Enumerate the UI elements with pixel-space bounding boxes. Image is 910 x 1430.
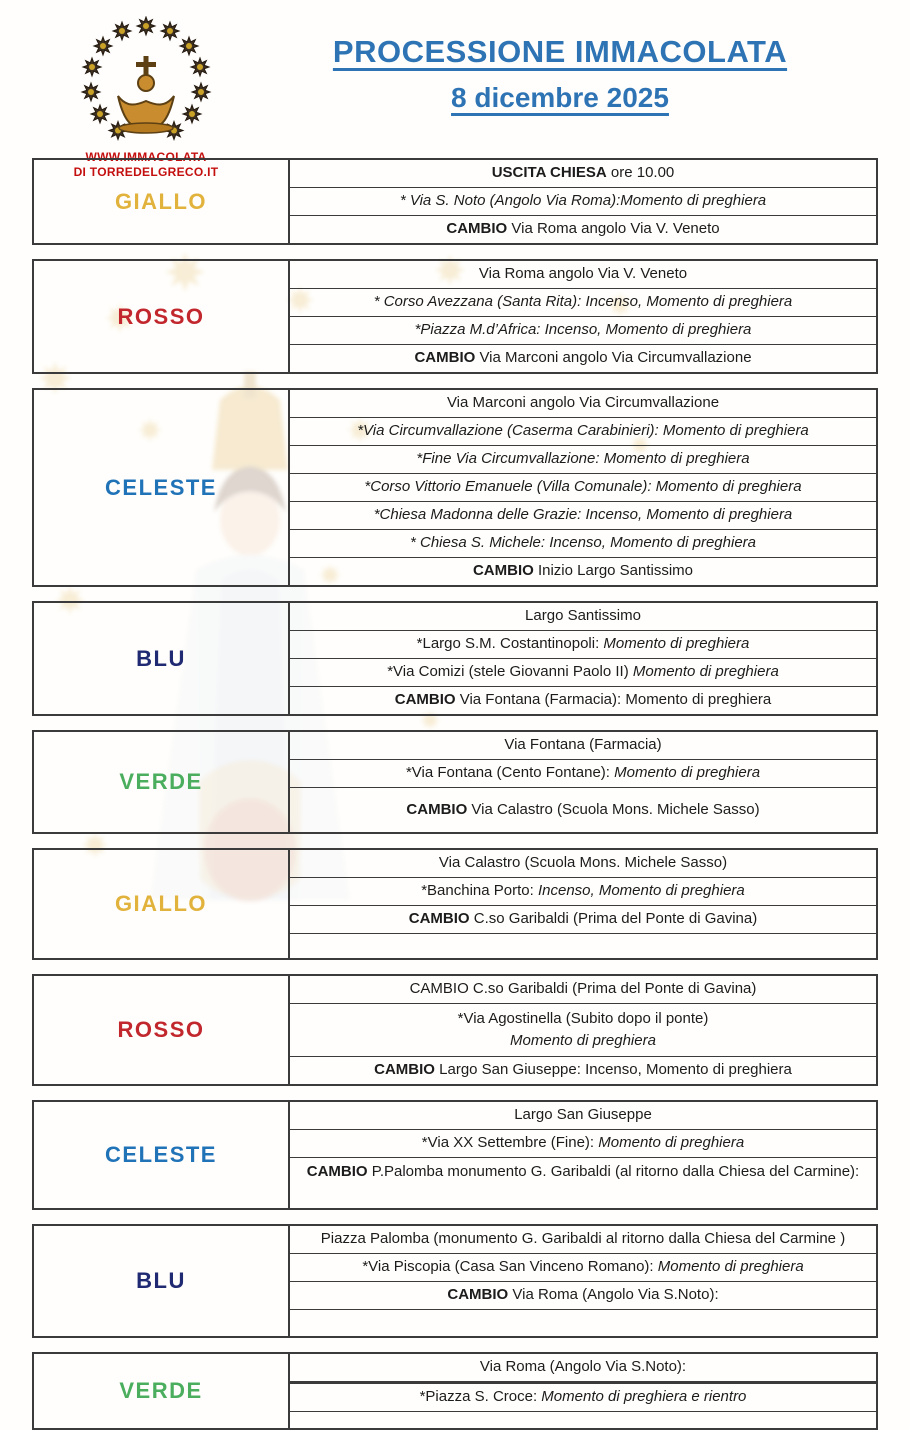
logo-caption-line1: WWW.IMMACOLATA (85, 150, 207, 164)
row-text-segment: Via Roma (Angolo Via S.Noto): (479, 1358, 687, 1376)
row-text (298, 1284, 868, 1307)
route-label: GIALLO (114, 188, 208, 214)
route-row (290, 1281, 876, 1309)
route-label: VERDE (119, 769, 203, 794)
route-color-cell (34, 160, 290, 243)
route-rows (290, 603, 876, 714)
row-text (298, 392, 868, 415)
route-block-3-celeste (32, 388, 878, 587)
row-text-segment: CAMBIO (447, 1286, 509, 1304)
row-text-segment: CAMBIO (306, 1163, 368, 1180)
route-block-4-blu (32, 601, 878, 716)
row-text (298, 605, 868, 628)
row-text (298, 190, 868, 213)
row-text-segment: *Corso Vittorio Emanuele (Villa Comunale): Momento di preghiera (364, 478, 802, 496)
row-text-segment: USCITA CHIESA (491, 164, 607, 182)
row-text (298, 1161, 868, 1184)
route-block-2-rosso (32, 259, 878, 374)
row-text-segment: Via Marconi angolo Via Circumvallazione (446, 394, 720, 412)
row-text (298, 799, 868, 822)
title-box (250, 0, 870, 114)
row-text-segment: Momento di preghiera (510, 1032, 656, 1049)
row-text-segment: Momento di preghiera e rientro (541, 1388, 747, 1406)
route-row (290, 261, 876, 288)
route-rows (290, 1226, 876, 1336)
row-text-segment: Momento di preghiera (632, 663, 779, 681)
route-row (290, 557, 876, 585)
row-text-segment: *Piazza S. Croce: (419, 1388, 542, 1406)
row-text-segment: *Via Agostinella (Subito dopo il ponte) (457, 1009, 709, 1027)
row-text (298, 762, 868, 785)
route-row (290, 473, 876, 501)
route-row (290, 344, 876, 372)
row-text (298, 1132, 868, 1155)
row-text-segment: CAMBIO (472, 562, 534, 580)
row-text (298, 1008, 868, 1053)
route-row (290, 1381, 876, 1411)
route-label: GIALLO (114, 891, 208, 916)
crown-stars-logo-icon (66, 16, 226, 150)
row-text-segment: Incenso, Momento di preghiera (537, 882, 745, 900)
row-text (298, 1356, 868, 1379)
row-text-segment: CAMBIO (446, 220, 508, 238)
row-text-segment: *Largo S.M. Costantinopoli: (416, 635, 604, 653)
row-text-segment: Momento di preghiera (614, 764, 761, 782)
row-text (298, 689, 868, 712)
row-text (298, 532, 868, 555)
row-text-segment: Piazza Palomba (monumento G. Garibaldi al ritorno dalla Chiesa del Carmine ) (320, 1230, 846, 1248)
route-rows (290, 390, 876, 585)
route-row (290, 630, 876, 658)
route-rows (290, 732, 876, 832)
route-rows (290, 261, 876, 372)
route-block-1-giallo (32, 158, 878, 245)
route-row (290, 905, 876, 933)
route-row (290, 686, 876, 714)
route-block-10-verde (32, 1352, 878, 1430)
row-text-segment: CAMBIO (406, 800, 468, 818)
row-text-segment: Largo San Giuseppe (514, 1106, 652, 1124)
row-text-segment: *Via Piscopia (Casa San Vinceno Romano): (362, 1258, 658, 1276)
page-subtitle: 8 dicembre 2025 (451, 82, 669, 113)
row-text-segment: *Via XX Settembre (Fine): (421, 1134, 599, 1152)
route-label: ROSSO (117, 1017, 205, 1042)
route-row (290, 288, 876, 316)
route-row (290, 445, 876, 473)
route-row (290, 1003, 876, 1056)
route-label: CELESTE (105, 1142, 217, 1167)
route-row (290, 787, 876, 832)
row-text-segment: Largo San Giuseppe: Incenso, Momento di preghiera (434, 1061, 792, 1079)
row-text (298, 852, 868, 875)
route-row (290, 417, 876, 445)
route-rows (290, 1354, 876, 1428)
schedule-blocks (0, 158, 910, 1430)
route-color-cell (34, 976, 290, 1084)
row-text (298, 1228, 868, 1251)
row-text-segment: *Chiesa Madonna delle Grazie: Incenso, Momento di preghiera (373, 506, 793, 524)
route-label: BLU (136, 645, 186, 671)
row-text (298, 560, 868, 583)
row-text (298, 476, 868, 499)
row-text-segment: Via Roma angolo Via V. Veneto (478, 265, 688, 283)
route-block-7-rosso (32, 974, 878, 1086)
row-text-segment: * Via S. Noto (Angolo Via Roma):Momento di preghiera (399, 192, 767, 210)
row-text-segment: ore 10.00 (606, 164, 675, 182)
route-label: BLU (136, 1268, 186, 1293)
row-text-segment: CAMBIO C.so Garibaldi (Prima del Ponte di Gavina) (409, 980, 757, 998)
route-row (290, 877, 876, 905)
row-text (298, 633, 868, 656)
row-text (298, 661, 868, 684)
row-text (298, 291, 868, 314)
page-title: PROCESSIONE IMMACOLATA (332, 34, 788, 69)
row-text (298, 504, 868, 527)
row-text-segment: Via Roma angolo Via V. Veneto (507, 220, 720, 238)
row-text (298, 347, 868, 370)
row-text-segment: C.so Garibaldi (Prima del Ponte di Gavina) (469, 910, 758, 928)
route-label: CELESTE (105, 474, 217, 500)
row-text (298, 734, 868, 757)
row-text (298, 319, 868, 342)
route-row (290, 759, 876, 787)
route-rows (290, 850, 876, 958)
row-text (298, 162, 868, 185)
row-text-segment: CAMBIO (414, 349, 476, 367)
row-text-segment: Via Roma (Angolo Via S.Noto): (508, 1286, 719, 1304)
row-text-segment: *Banchina Porto: (421, 882, 538, 900)
row-text-segment: Via Calastro (Scuola Mons. Michele Sasso) (467, 800, 760, 818)
route-label: ROSSO (117, 303, 205, 329)
row-text-segment: CAMBIO (408, 910, 470, 928)
route-row-empty (290, 933, 876, 958)
row-text-segment: Largo Santissimo (525, 607, 641, 625)
route-row (290, 603, 876, 630)
route-row (290, 501, 876, 529)
route-row-empty (290, 1309, 876, 1336)
route-row (290, 160, 876, 187)
row-text-segment: * Corso Avezzana (Santa Rita): Incenso, Momento di preghiera (373, 293, 793, 311)
route-rows (290, 160, 876, 243)
route-color-cell (34, 261, 290, 372)
route-row (290, 1102, 876, 1129)
route-row (290, 1354, 876, 1381)
row-text-segment: Via Calastro (Scuola Mons. Michele Sasso) (438, 854, 728, 872)
row-text (298, 263, 868, 286)
route-row (290, 390, 876, 417)
row-text (298, 908, 868, 931)
route-block-5-verde (32, 730, 878, 834)
row-text-segment: *Via Circumvallazione (Caserma Carabinieri): Momento di preghiera (357, 422, 809, 440)
route-row (290, 187, 876, 215)
row-text-segment: *Fine Via Circumvallazione: Momento di preghiera (416, 450, 750, 468)
route-color-cell (34, 1354, 290, 1428)
route-rows (290, 976, 876, 1084)
route-row (290, 215, 876, 243)
route-rows (290, 1102, 876, 1208)
logo-caption-line2: DI TORREDELGRECO.IT (73, 165, 219, 179)
route-row (290, 316, 876, 344)
route-color-cell (34, 390, 290, 585)
row-text (298, 1104, 868, 1127)
row-text (298, 880, 868, 903)
logo (56, 16, 236, 180)
route-row (290, 732, 876, 759)
row-text-segment: Momento di preghiera (657, 1258, 804, 1276)
row-text-segment: *Piazza M.d’Africa: Incenso, Momento di preghiera (414, 321, 752, 339)
row-text (298, 448, 868, 471)
route-row (290, 1226, 876, 1253)
route-row (290, 1157, 876, 1208)
route-row (290, 658, 876, 686)
route-row (290, 1129, 876, 1157)
route-row (290, 1253, 876, 1281)
route-row (290, 850, 876, 877)
row-text-segment: Momento di preghiera (603, 635, 750, 653)
crown-icon (118, 56, 174, 133)
row-text (298, 218, 868, 241)
row-text-segment: Via Marconi angolo Via Circumvallazione (475, 349, 752, 367)
route-label: VERDE (119, 1378, 203, 1403)
route-color-cell (34, 850, 290, 958)
route-block-6-giallo (32, 848, 878, 960)
row-text (298, 978, 868, 1001)
route-color-cell (34, 1102, 290, 1208)
row-text-segment: * Chiesa S. Michele: Incenso, Momento di preghiera (409, 534, 756, 552)
row-text-segment: Via Fontana (Farmacia) (504, 736, 662, 754)
route-color-cell (34, 1226, 290, 1336)
row-text-segment: CAMBIO (374, 1061, 435, 1079)
route-row (290, 529, 876, 557)
route-block-8-celeste (32, 1100, 878, 1210)
row-text-segment: P.Palomba monumento G. Garibaldi (al ritorno dalla Chiesa del Carmine): (367, 1163, 860, 1180)
route-block-9-blu (32, 1224, 878, 1338)
row-text-segment: *Via Fontana (Cento Fontane): (405, 764, 615, 782)
row-text (298, 1059, 868, 1082)
row-text (298, 1386, 868, 1409)
row-text-segment: *Via Comizi (stele Giovanni Paolo II) (387, 663, 633, 681)
row-text (298, 1256, 868, 1279)
route-row-empty (290, 1411, 876, 1428)
route-row (290, 1056, 876, 1084)
route-color-cell (34, 603, 290, 714)
row-text-segment: CAMBIO (394, 691, 456, 709)
route-color-cell (34, 732, 290, 832)
row-text (298, 420, 868, 443)
row-text-segment: Momento di preghiera (598, 1134, 745, 1152)
route-row (290, 976, 876, 1003)
row-text-segment: Via Fontana (Farmacia): Momento di preghiera (455, 691, 772, 709)
row-text-segment: Inizio Largo Santissimo (533, 562, 694, 580)
